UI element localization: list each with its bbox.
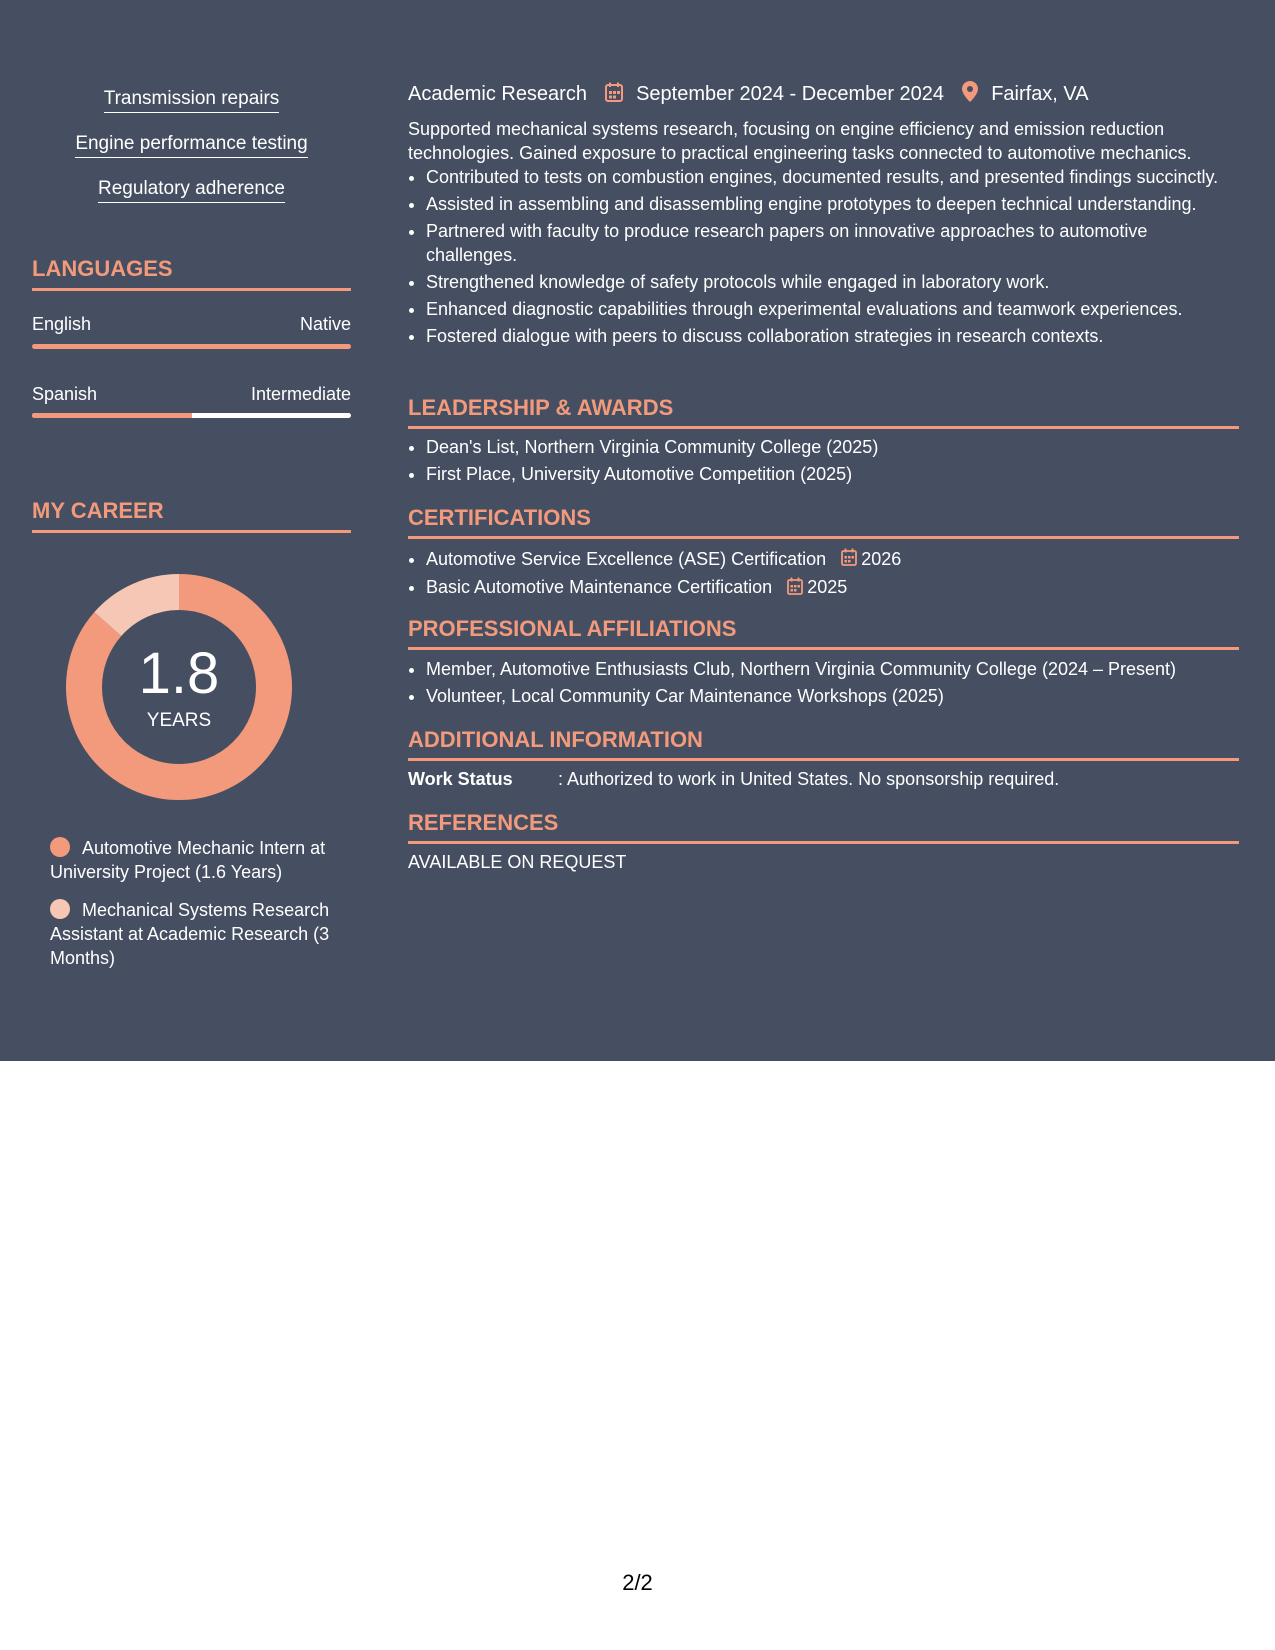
list-item: • First Place, University Automotive Competition (2025) [426,462,1257,486]
skill-item: Engine performance testing [75,133,307,158]
list-item: • Strengthened knowledge of safety protocols while engaged in laboratory work. [426,270,1239,294]
language-proficiency-fill [32,344,351,349]
references-heading: REFERENCES [408,810,1239,844]
affiliations-heading: PROFESSIONAL AFFILIATIONS [408,616,1239,650]
affiliations-list [408,657,1257,711]
language-level: Native [299,314,351,334]
language-proficiency-fill [32,413,192,418]
skill-item: Transmission repairs [104,88,280,113]
job-dates: September 2024 - December 2024 [636,83,945,105]
languages-heading: LANGUAGES [32,256,351,291]
leadership-list [408,435,1257,489]
certifications-heading: CERTIFICATIONS [408,505,1239,539]
skill-item: Regulatory adherence [98,178,285,203]
language-name: Spanish [32,384,98,404]
work-status-label: Work Status [408,769,513,789]
career-legend-item [50,836,330,884]
job-bullet-list [408,165,1239,348]
career-unit-label: YEARS [146,710,212,731]
job-description-block [408,117,1239,351]
calendar-icon [787,577,803,601]
language-proficiency-bar [32,413,351,418]
certification-year: 2026 [861,549,902,569]
career-legend-label: Mechanical Systems Research Assistant at Academic Research (3 Months) [50,900,330,968]
list-item [426,575,1257,600]
certification-name: Automotive Service Excellence (ASE) Certification [426,549,827,569]
list-item: • Dean's List, Northern Virginia Community College (2025) [426,435,1257,459]
certifications-list [408,547,1257,604]
language-level: Intermediate [250,384,351,404]
certification-name: Basic Automotive Maintenance Certification [426,577,773,598]
legend-dot-icon [50,837,70,857]
list-item: • Volunteer, Local Community Car Maintenance Workshops (2025) [426,684,1257,708]
language-row [32,314,351,335]
references-text: AVAILABLE ON REQUEST [408,852,627,872]
certification-year: 2025 [807,577,848,598]
career-legend-label: Automotive Mechanic Intern at University Project (1.6 Years) [50,838,326,882]
list-item: • Fostered dialogue with peers to discuss collaboration strategies in research contexts. [426,324,1239,348]
career-total-years: 1.8 [138,641,220,706]
calendar-icon [841,548,857,572]
language-name: English [32,314,92,334]
list-item: • Contributed to tests on combustion engines, documented results, and presented findings succinctly. [426,165,1239,189]
list-item [426,547,1257,572]
language-row [32,384,351,405]
work-status-value: : Authorized to work in United States. No sponsorship required. [558,769,1060,789]
job-description: Supported mechanical systems research, focusing on engine efficiency and emission reduction technologies. Gained exposure to practical engineering tasks connected to automotive mechanics. [408,119,1192,163]
list-item: • Enhanced diagnostic capabilities through experimental evaluations and teamwork experiences. [426,297,1239,321]
skills-list [32,88,351,223]
list-item: • Member, Automotive Enthusiasts Club, Northern Virginia Community College (2024 – Present) [426,657,1257,681]
leadership-heading: LEADERSHIP & AWARDS [408,395,1239,429]
career-legend-item [50,898,330,970]
work-status-row [408,769,1059,790]
list-item: • Assisted in assembling and disassembling engine prototypes to deepen technical understanding. [426,192,1239,216]
job-location: Fairfax, VA [991,83,1089,105]
job-header [408,81,1089,108]
legend-dot-icon [50,899,70,919]
list-item: • Partnered with faculty to produce research papers on innovative approaches to automotive challenges. [426,219,1239,267]
language-proficiency-bar [32,344,351,349]
job-company: Academic Research [408,83,587,105]
page-number: 2/2 [622,1570,653,1595]
additional-info-heading: ADDITIONAL INFORMATION [408,727,1239,761]
calendar-icon [605,82,623,108]
location-pin-icon [962,81,978,108]
career-heading: MY CAREER [32,498,351,533]
